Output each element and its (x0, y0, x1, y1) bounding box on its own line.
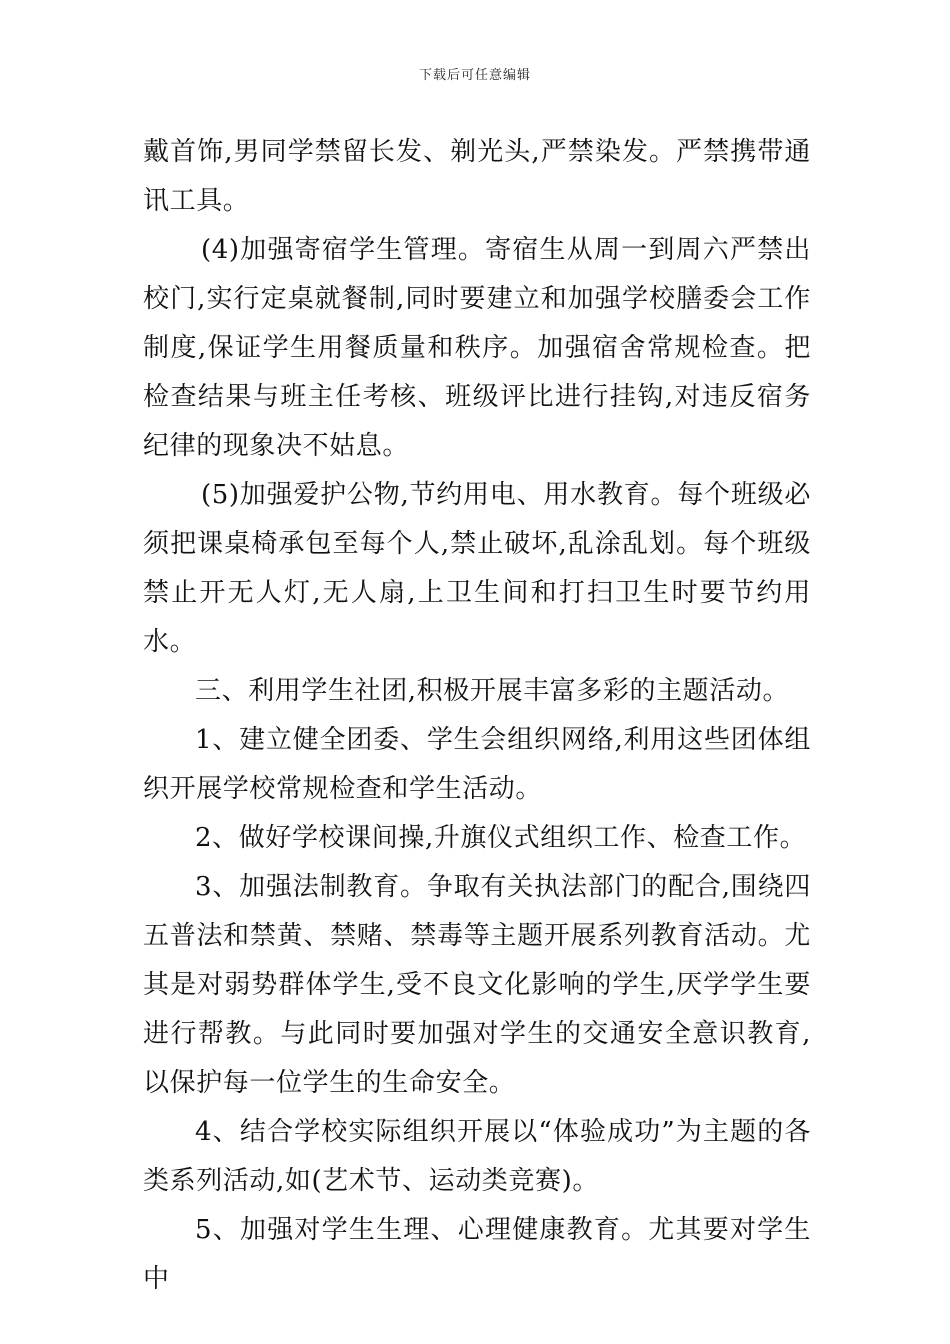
paragraph-item-2: 2、做好学校课间操,升旗仪式组织工作、检查工作。 (195, 823, 807, 853)
document-body (143, 128, 811, 1304)
section-heading-student-clubs: 三、利用学生社团,积极开展丰富多彩的主题活动。 (195, 676, 790, 706)
paragraph-item-1: 1、建立健全团委、学生会组织网络,利用这些团体组织开展学校常规检查和学生活动。 (143, 725, 811, 804)
paragraph-item-4: 4、结合学校实际组织开展以“体验成功”为主题的各类系列活动,如(艺术节、运动类竞赛)。 (143, 1117, 811, 1196)
page-header-note: 下载后可任意编辑 (418, 68, 531, 83)
paragraph-item-3: 3、加强法制教育。争取有关执法部门的配合,围绕四五普法和禁黄、禁赌、禁毒等主题开展系列教育活动。尤其是对弱势群体学生,受不良文化影响的学生,厌学学生要进行帮教。与此同时要加强对学生的交通安全意识教育,以保护每一位学生的生命安全。 (143, 872, 811, 1098)
paragraph-public-property: (5)加强爱护公物,节约用电、用水教育。每个班级必须把课桌椅承包至每个人,禁止破坏,乱涂乱划。每个班级禁止开无人灯,无人扇,上卫生间和打扫卫生时要节约用水。 (143, 480, 811, 657)
paragraph-item-5: 5、加强对学生生理、心理健康教育。尤其要对学生中 (143, 1215, 811, 1294)
paragraph-boarding-management: (4)加强寄宿学生管理。寄宿生从周一到周六严禁出校门,实行定桌就餐制,同时要建立和加强学校膳委会工作制度,保证学生用餐质量和秩序。加强宿舍常规检查。把检查结果与班主任考核、班级评比进行挂钩,对违反宿务纪律的现象决不姑息。 (143, 235, 811, 461)
paragraph-dress-code-continued: 戴首饰,男同学禁留长发、剃光头,严禁染发。严禁携带通讯工具。 (143, 137, 811, 216)
